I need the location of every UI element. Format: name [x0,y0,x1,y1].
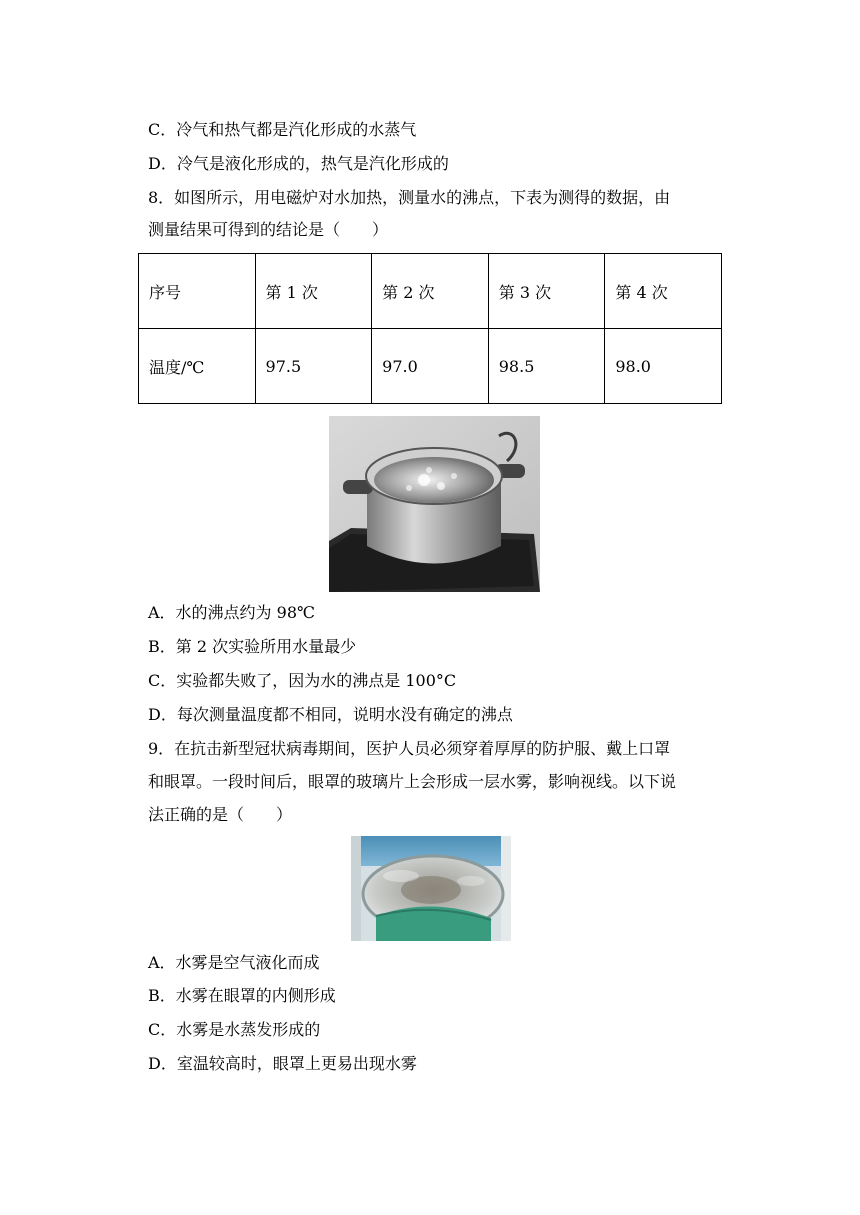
table-cell: 第 3 次 [488,254,605,329]
q9-option-a: A．水雾是空气液化而成 [148,953,320,972]
q7-option-c: C．冷气和热气都是汽化形成的水蒸气 [148,120,417,139]
pot-on-induction-cooker-image [329,416,540,592]
table-cell: 第 4 次 [605,254,722,329]
table-cell: 97.5 [255,329,372,404]
q9-stem-line1: 9．在抗击新型冠状病毒期间，医护人员必须穿着厚厚的防护服、戴上口罩 [148,739,671,758]
q9-stem-line2: 和眼罩。一段时间后，眼罩的玻璃片上会形成一层水雾，影响视线。以下说 [148,772,677,791]
q9-option-d: D．室温较高时，眼罩上更易出现水雾 [148,1054,417,1073]
table-cell: 第 1 次 [255,254,372,329]
q8-option-b: B．第 2 次实验所用水量最少 [148,637,357,656]
table-row [139,329,722,404]
q8-option-a: A．水的沸点约为 98℃ [148,603,315,622]
table-cell: 序号 [139,254,256,329]
q8-option-d: D．每次测量温度都不相同，说明水没有确定的沸点 [148,705,513,724]
table-cell: 98.5 [488,329,605,404]
q8-stem-line1: 8．如图所示，用电磁炉对水加热，测量水的沸点，下表为测得的数据，由 [148,188,671,207]
q9-option-c: C．水雾是水蒸发形成的 [148,1020,321,1039]
table-cell: 98.0 [605,329,722,404]
foggy-goggles-image [351,836,511,941]
q8-stem-line2: 测量结果可得到的结论是（ ） [148,220,389,239]
q9-option-b: B．水雾在眼罩的内侧形成 [148,986,336,1005]
q9-stem-line3: 法正确的是（ ） [148,805,293,824]
table-cell: 第 2 次 [372,254,489,329]
q7-option-d: D．冷气是液化形成的，热气是汽化形成的 [148,154,449,173]
table-header-row [139,254,722,329]
q8-option-c: C．实验都失败了，因为水的沸点是 100°C [148,671,457,690]
table-cell: 温度/℃ [139,329,256,404]
table-cell: 97.0 [372,329,489,404]
q8-data-table [138,253,722,404]
